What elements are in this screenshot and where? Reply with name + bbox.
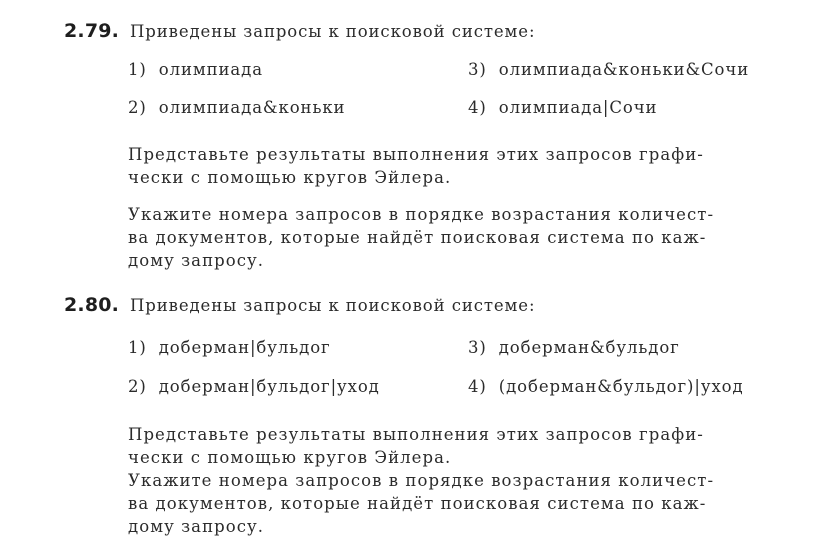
query-text: доберман&бульдог (498, 338, 680, 357)
query-item (128, 377, 380, 396)
paragraph-line: ва документов, которые найдёт поисковая система по каж- (128, 494, 707, 513)
query-index: 2) (128, 377, 147, 396)
problem-header: Приведены запросы к поисковой системе: (130, 296, 536, 315)
paragraph-line: чески с помощью кругов Эйлера. (128, 448, 452, 467)
query-item (468, 60, 749, 79)
paragraph-line: Представьте результаты выполнения этих запросов графи- (128, 425, 704, 444)
paragraph-line: дому запросу. (128, 517, 265, 536)
query-index: 3) (468, 338, 487, 357)
query-item (468, 338, 680, 357)
paragraph-line: дому запросу. (128, 251, 265, 270)
query-text: (доберман&бульдог)|уход (498, 377, 744, 396)
query-text: олимпиада|Сочи (498, 98, 658, 117)
paragraph-line: чески с помощью кругов Эйлера. (128, 168, 452, 187)
query-item (128, 60, 263, 79)
query-item (468, 98, 657, 117)
query-item (128, 98, 345, 117)
paragraph-line: Укажите номера запросов в порядке возрастания количест- (128, 471, 715, 490)
paragraph-line: ва документов, которые найдёт поисковая система по каж- (128, 228, 707, 247)
query-index: 4) (468, 98, 487, 117)
query-index: 1) (128, 338, 147, 357)
query-item (128, 338, 331, 357)
query-index: 1) (128, 60, 147, 79)
query-index: 4) (468, 377, 487, 396)
query-index: 2) (128, 98, 147, 117)
query-text: олимпиада (158, 60, 263, 79)
paragraph-line: Представьте результаты выполнения этих запросов графи- (128, 145, 704, 164)
query-index: 3) (468, 60, 487, 79)
query-text: доберман|бульдог|уход (158, 377, 380, 396)
query-text: доберман|бульдог (158, 338, 331, 357)
problem-header: Приведены запросы к поисковой системе: (130, 22, 536, 41)
problem-number: 2.79. (64, 20, 120, 42)
query-text: олимпиада&коньки&Сочи (498, 60, 750, 79)
query-item (468, 377, 744, 396)
paragraph-line: Укажите номера запросов в порядке возрастания количест- (128, 205, 715, 224)
problem-number: 2.80. (64, 294, 120, 316)
query-text: олимпиада&коньки (158, 98, 346, 117)
